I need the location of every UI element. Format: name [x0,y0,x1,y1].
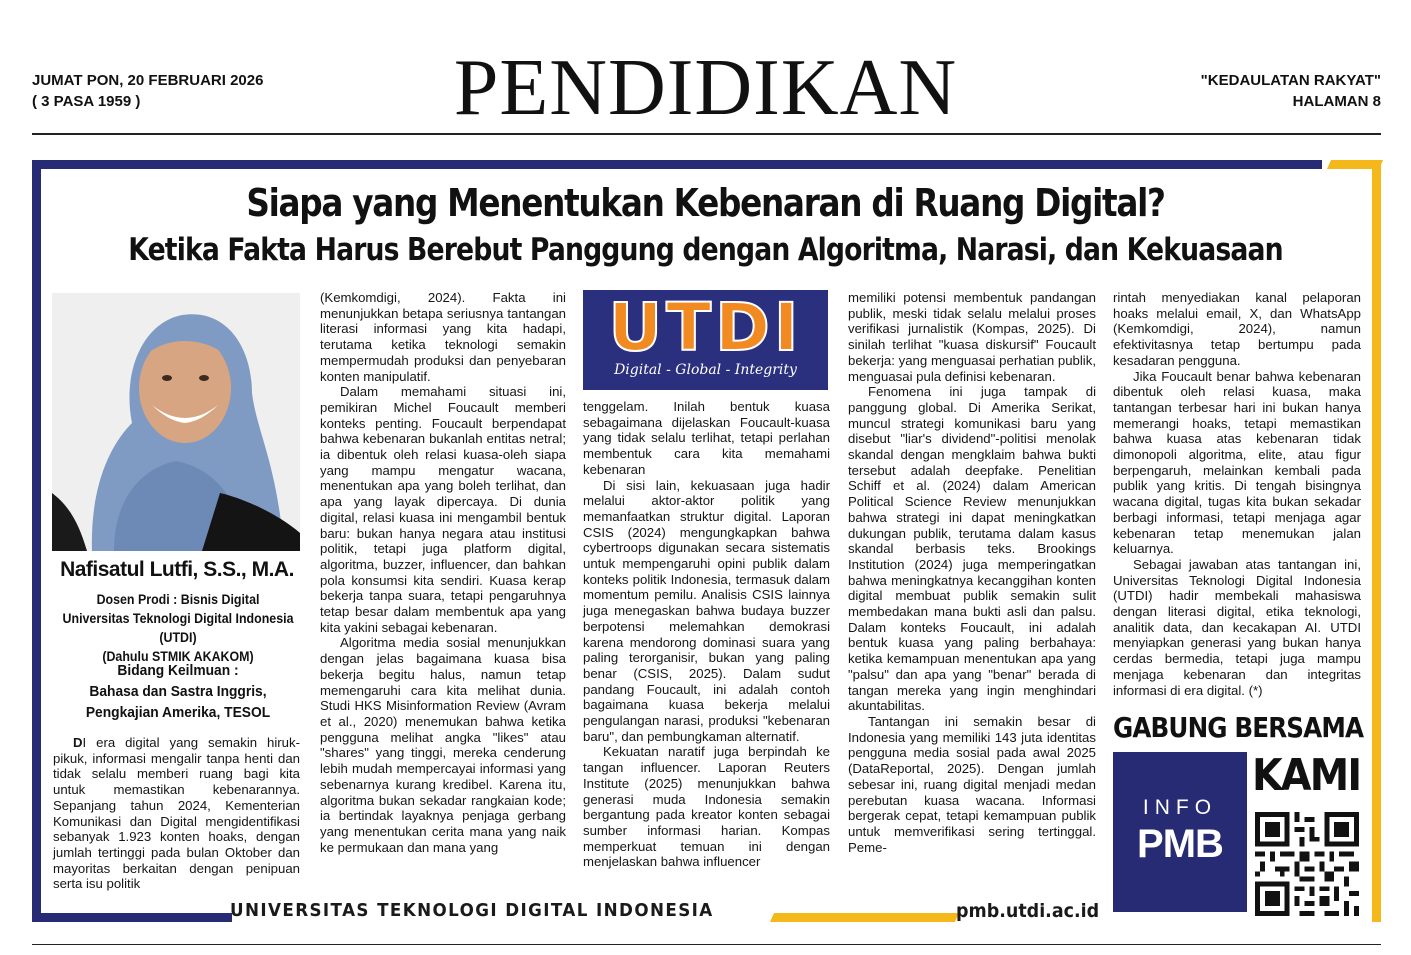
utdi-logo [583,290,828,390]
footer-university-name: UNIVERSITAS TEKNOLOGI DIGITAL INDONESIA [230,900,714,921]
article-paragraph: DI era digital yang semakin hiruk-pikuk, informasi mengalir tanpa henti dan tidak selalu memberi ruang bagi kita untuk memastikan kebenarannya. Sepanjang tahun 2024, Kementerian Komunikasi dan Digital mengidentifikasi sebanyak 1.923 konten hoaks, dengan jumlah tertinggi pada bulan Oktober dan mayoritas berkaitan dengan penipuan serta isu politik [53,735,300,892]
article-paragraph: Jika Foucault benar bahwa kebenaran dibentuk oleh relasi kuasa, maka tantangan terbesar hari ini bukan hanya memerangi hoaks, tetapi memastikan bahwa kuasa atas kebenaran tidak dimonopoli algoritma, elite, atau figur berpengaruh, melainkan kembali pada publik yang kritis. Di tengah bisingnya wacana digital, tugas kita bukan sekadar berbagi informasi, tetapi menjaga agar kebenaran tetap menemukan jalan keluarnya. [1113,368,1361,557]
article-column-1 [53,735,300,892]
author-name: Nafisatul Lutfi, S.S., M.A. [60,558,294,581]
article-paragraph: Sebagai jawaban atas tantangan ini, Universitas Teknologi Digital Indonesia (UTDI) hadir membekali mahasiswa dengan literasi digital, etika teknologi, analitik data, dan kecakapan AI. UTDI menyiapkan generasi yang bukan hanya cerdas bermedia, tetapi juga mampu menjaga kebenaran dan integritas informasi di era digital. (*) [1113,556,1361,698]
frame-accent-bottom [770,913,959,922]
author-institution: Universitas Teknologi Digital Indonesia (UTDI) [62,611,294,645]
expertise-line-2: Pengkajian Amerika, TESOL [85,704,271,721]
section-title: PENDIDIKAN [453,44,958,132]
article-paragraph: memiliki potensi membentuk pandangan publik, meski tidak selalu melalui proses verifikasi jurnalistik (Kompas, 2025). Di sinilah terlihat "kuasa diskursif" Foucault bekerja: yang menguasai perhatian publik, menguasai pula definisi kebenaran. [848,290,1096,384]
article-column-4 [848,290,1096,855]
article-paragraph: Dalam memahami situasi ini, pemikiran Michel Foucault memberi konteks penting. Foucault berpendapat bahwa kebenaran bukanlah entitas netral; ia dibentuk oleh relasi kuasa-oleh siapa yang mampu mengatur wacana, menentukan apa yang boleh terlihat, dan apa yang layak dipercaya. Di dunia digital, relasi kuasa ini mengambil bentuk baru: bukan hanya negara atau institusi politik, tetapi juga platform digital, algoritma, buzzer, influencer, dan bahkan pola konsumsi kita sendiri. Kuasa kerap bekerja tanpa suara, tetapi pengaruhnya tetap besar dalam membentuk apa yang kita yakini sebagai kebenaran. [320,384,566,635]
expertise-label: Bidang Keilmuan : [117,662,239,679]
article-paragraph: (Kemkomdigi, 2024). Fakta ini menunjukkan betapa seriusnya tantangan literasi informasi yang kita hadapi, terutama ketika teknologi semakin mempermudah produksi dan penyebaran konten manipulatif. [320,290,566,384]
article-paragraph: Kekuatan naratif juga berpindah ke tangan influencer. Laporan Reuters Institute (2025) menunjukkan bahwa generasi muda Indonesia semakin bergantung pada kreator konten sebagai sumber informasi harian. Kompas memperkuat temuan ini dengan menjelaskan bahwa influencer [583,744,830,870]
author-info [51,590,305,666]
frame-border-left [32,160,41,922]
info-pmb-badge [1113,752,1247,912]
promo-headline-kami: KAMI [1252,750,1361,801]
pasa-line: ( 3 PASA 1959 ) [32,93,141,110]
article-column-3 [583,399,830,870]
pmb-label: PMB [1137,822,1223,866]
paper-name: "KEDAULATAN RAKYAT" [1200,72,1381,89]
author-portrait-image [52,293,300,551]
frame-border-top [32,160,1322,169]
article-column-5 [1113,290,1361,698]
footer-url-link[interactable]: pmb.utdi.ac.id [956,900,1100,922]
page-bottom-rule [32,944,1381,945]
author-formerly: (Dahulu STMIK AKAKOM) [102,649,254,664]
page-label: HALAMAN 8 [1292,93,1381,110]
article-paragraph: Fenomena ini juga tampak di panggung global. Di Amerika Serikat, muncul strategi komunikasi baru yang disebut "liar's dividend"-politisi menolak skandal dengan mengklaim bahwa bukti tersebut adalah deepfake. Penelitian Schiff et al. (2024) dalam American Political Science Review menunjukkan bahwa strategi ini dapat meningkatkan dukungan publik, terutama dalam kasus skandal berbasis teks. Brookings Institution (2024) juga memperingatkan bahwa meningkatnya kecanggihan konten digital membuat publik semakin sulit membedakan mana bukti asli dan palsu. Dalam konteks Foucault, ini adalah bentuk kuasa yang paling berbahaya: ketika kemampuan menentukan apa yang "palsu" dan apa yang "benar" berada di tangan mereka yang ingin menghindari akuntabilitas. [848,384,1096,714]
date-line: JUMAT PON, 20 FEBRUARI 2026 [32,72,264,89]
article-paragraph: rintah menyediakan kanal pelaporan hoaks melalui email, X, dan WhatsApp (Kemkomdigi, 2024), namun efektivitasnya tetap bertumpu pada kesadaran pengguna. [1113,290,1361,368]
article-column-2 [320,290,566,855]
article-paragraph: Tantangan ini semakin besar di Indonesia yang memiliki 143 juta identitas pengguna media sosial pada awal 2025 (DataReportal, 2025). Dengan jumlah sebesar ini, ruang digital menjadi medan perebutan kuasa wacana. Informasi bergerak cepat, tetapi kemampuan publik untuk memverifikasi sering tertinggal. Peme- [848,713,1096,855]
article-paragraph: tenggelam. Inilah bentuk kuasa sebagaimana dijelaskan Foucault-kuasa yang tidak selalu terlihat, tetapi perlahan membentuk cara kita memahami kebenaran [583,399,830,477]
article-paragraph: Di sisi lain, kekuasaan juga hadir melalui aktor-aktor politik yang memanfaatkan struktur digital. Laporan CSIS (2024) mengungkapkan bahwa cybertroops digunakan secara sistematis untuk mempengaruhi opini publik dalam konteks politik Indonesia, termasuk dalam momentum pemilu. Analisis CSIS lainnya juga menegaskan bahwa budaya buzzer berpotensi melemahkan demokrasi karena mendorong dominasi suara yang paling terorganisir, bukan yang paling benar (CSIS, 2025). Dalam sudut pandang Foucault, ini adalah contoh bagaimana kuasa bekerja melalui pengulangan narasi, produksi "kebenaran baru", dan pembungkaman alternatif. [583,477,830,744]
logo-tagline: Digital - Global - Integrity [614,362,797,378]
author-expertise [51,660,305,723]
author-role: Dosen Prodi : Bisnis Digital [96,592,260,607]
masthead-paper-block [1201,70,1381,112]
pmb-info-label: INFO [1142,796,1218,819]
promo-headline: GABUNG BERSAMA [1113,711,1364,744]
logo-wordmark: UTDI [608,290,803,366]
frame-border-bottom [32,913,232,922]
author-photo [52,293,300,551]
article-paragraph: Algoritma media sosial menunjukkan dengan jelas bagaimana kuasa bisa bekerja begitu halus, namun tetap memengaruhi cara kita melihat dunia. Studi HKS Misinformation Review (Avram et al., 2020) menemukan bahwa ketika pengguna melihat angka "likes" atau "shares" yang tinggi, mereka cenderung lebih mudah mempercayai informasi yang sebenarnya kurang kredibel. Karena itu, algoritma bukan sekadar rangkaian kode; ia bertindak layaknya penjaga gerbang yang menentukan cerita mana yang naik ke permukaan dan mana yang [320,635,566,855]
expertise-line-1: Bahasa dan Sastra Inggris, [89,683,267,700]
qr-code-icon[interactable] [1255,812,1359,916]
article-subheadline: Ketika Fakta Harus Berebut Panggung dengan Algoritma, Narasi, dan Kekuasaan [128,232,1283,268]
masthead-divider [32,133,1381,135]
article-headline: Siapa yang Menentukan Kebenaran di Ruang Digital? [246,181,1165,225]
frame-accent-right [1372,160,1381,922]
